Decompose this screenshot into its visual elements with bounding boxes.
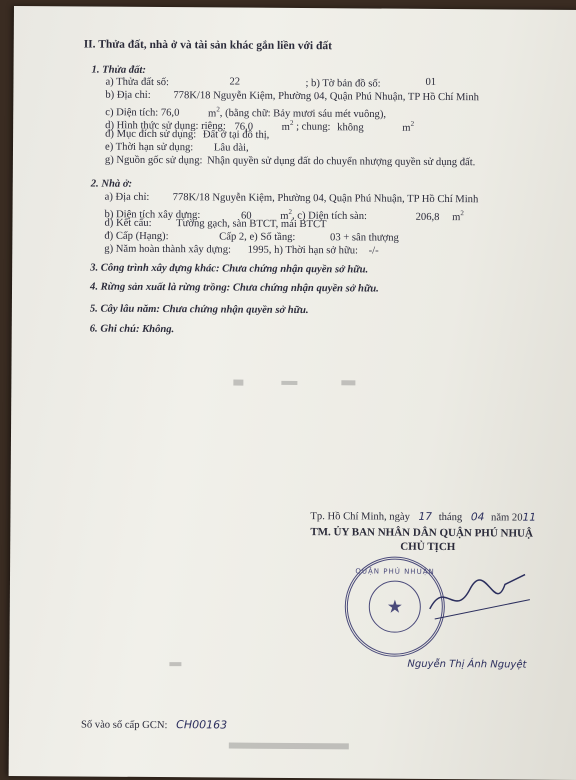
seal-text: QUẬN PHÚ NHUẬN bbox=[355, 567, 435, 576]
signature-icon bbox=[425, 569, 535, 630]
scan-mark bbox=[233, 380, 243, 386]
perennial-trees: 5. Cây lâu năm: Chưa chứng nhận quyền sở hữu. bbox=[89, 303, 309, 317]
house-area: b) Diện tích xây dựng: 60 $m^2$, c) Diện tích sàn: 206,8 $m^2$ bbox=[104, 207, 464, 223]
land-map-label: ; b) Tờ bản đồ số: bbox=[305, 78, 381, 90]
land-usage-form: d) Hình thức sử dụng: riêng: 76,0 $m^2$ ; chung: không $m^2$ bbox=[105, 118, 415, 134]
production-forest: 4. Rừng sản xuất là rừng trồng: Chưa chứng nhận quyền sở hữu. bbox=[90, 281, 379, 295]
scan-mark bbox=[281, 381, 297, 385]
house-grade: đ) Cấp (Hạng): Cấp 2, e) Số tầng: 03 + sân thượng bbox=[104, 230, 399, 244]
land-map-number: 01 bbox=[425, 76, 437, 88]
house-year: g) Năm hoàn thành xây dựng: 1995, h) Thời hạn sở hữu: -/- bbox=[104, 243, 379, 257]
land-area: c) Diện tích: 76,0 $m^2$, (bằng chữ: Bảy mươi sáu mét vuông), bbox=[105, 105, 387, 121]
house-address-value: 778K/18 Nguyễn Kiệm, Phường 04, Quận Phú Nhuận, TP Hồ Chí Minh bbox=[172, 192, 479, 206]
notes: 6. Ghi chú: Không. bbox=[89, 323, 175, 336]
scan-mark bbox=[169, 662, 181, 666]
land-purpose: đ) Mục đích sử dụng: Đất ở tại đô thị, bbox=[105, 128, 270, 141]
land-address-value: 778K/18 Nguyễn Kiệm, Phường 04, Quận Phú Nhuận, TP Hồ Chí Minh bbox=[173, 90, 480, 104]
land-parcel-label: a) Thửa đất số: bbox=[105, 76, 170, 89]
register-number: Số vào sổ cấp GCN: CH00163 bbox=[80, 718, 228, 732]
issue-date: Tp. Hồ Chí Minh, ngày 17 tháng 04 năm 2011 bbox=[310, 510, 537, 524]
scan-mark bbox=[341, 380, 355, 385]
house-structure: d) Kết cấu: Tường gạch, sàn BTCT, mái BTCT bbox=[104, 217, 327, 231]
other-construction: 3. Công trình xây dựng khác: Chưa chứng nhận quyền sở hữu. bbox=[90, 262, 369, 276]
section-title: II. Thửa đất, nhà ở và tài sản khác gắn liền với đất bbox=[83, 38, 332, 53]
signer-name: Nguyễn Thị Ánh Nguyệt bbox=[407, 658, 527, 671]
land-parcel-number: 22 bbox=[229, 76, 241, 88]
signer-position: CHỦ TỊCH bbox=[400, 540, 456, 554]
land-heading: 1. Thửa đất: bbox=[91, 64, 146, 76]
scan-mark bbox=[229, 743, 349, 750]
issuing-authority: TM. ỦY BAN NHÂN DÂN QUẬN PHÚ NHUẬ bbox=[310, 526, 534, 540]
certificate-page bbox=[9, 6, 576, 780]
star-emblem-icon: ★ bbox=[369, 580, 421, 632]
land-address-label: b) Địa chỉ: bbox=[105, 89, 151, 101]
land-origin: g) Nguồn gốc sử dụng: Nhận quyền sử dụng đất do chuyển nhượng quyền sử dụng đất. bbox=[104, 154, 476, 169]
house-heading: 2. Nhà ở: bbox=[90, 178, 133, 190]
house-address-label: a) Địa chỉ: bbox=[104, 191, 150, 203]
land-term: e) Thời hạn sử dụng: Lâu dài, bbox=[104, 141, 249, 154]
